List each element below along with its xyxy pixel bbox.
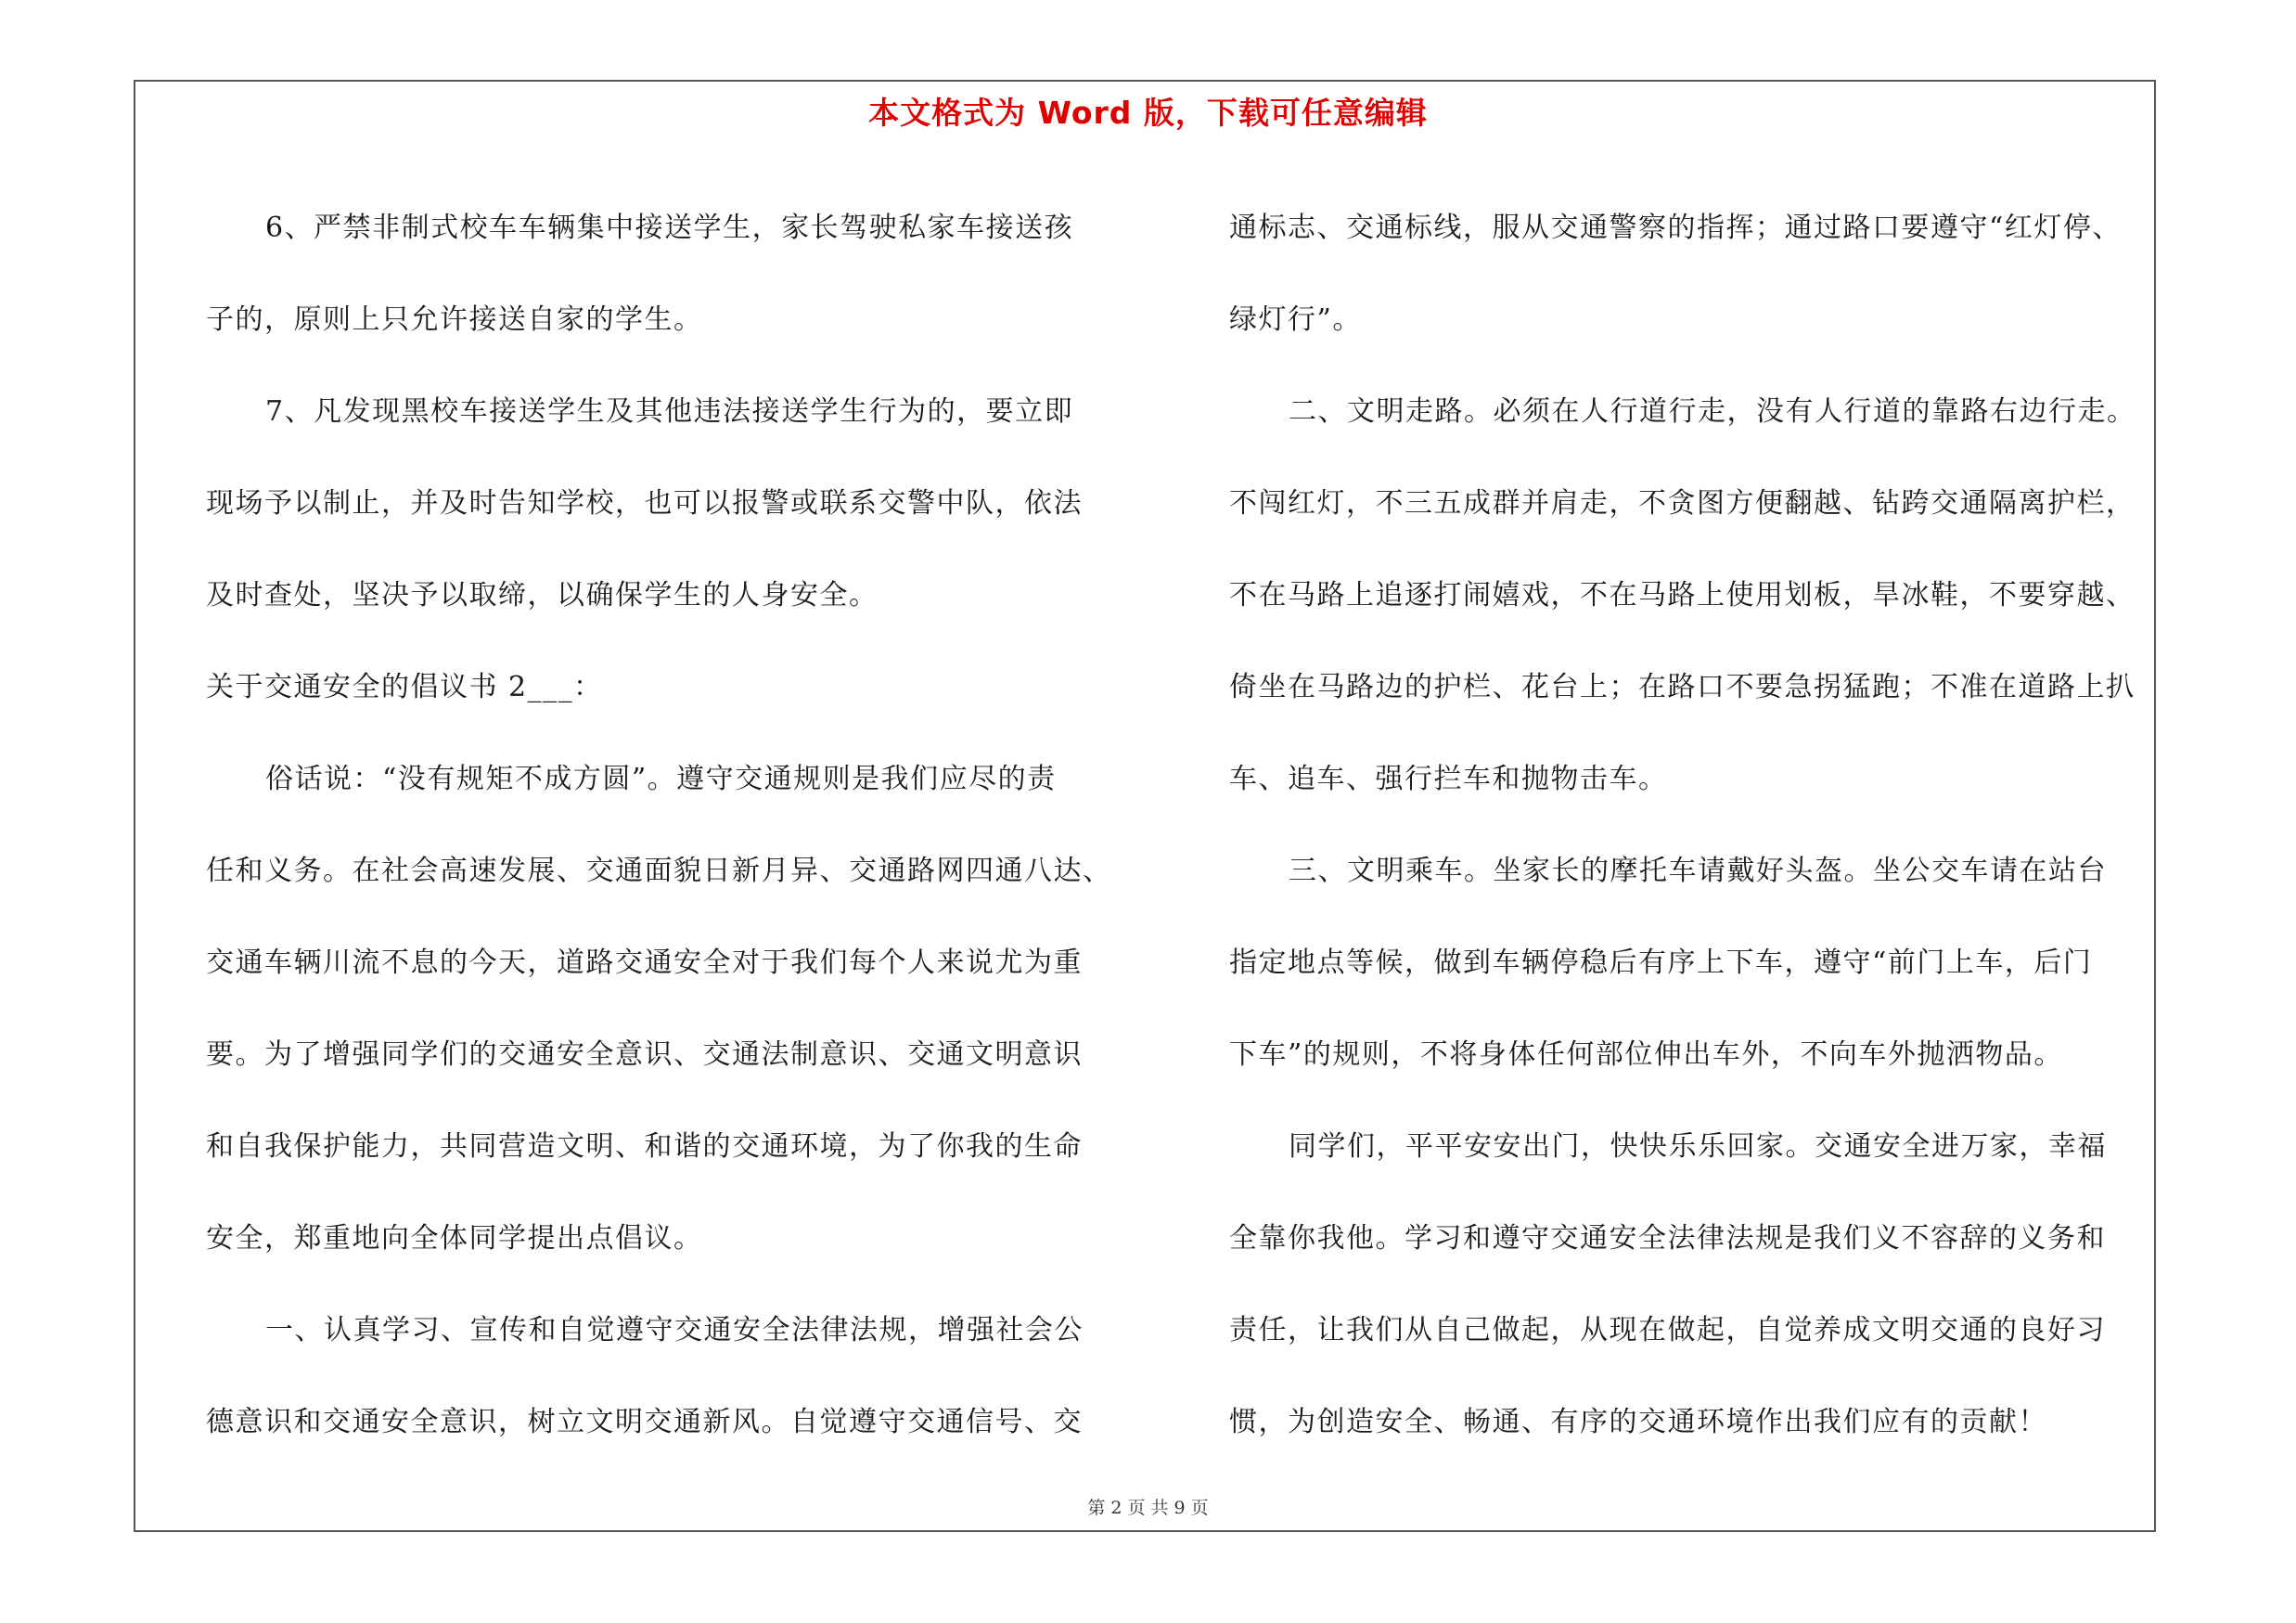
text-line: 惯，为创造安全、畅通、有序的交通环境作出我们应有的贡献！	[1229, 1406, 2047, 1438]
text-line: 德意识和交通安全意识，树立文明交通新风。自觉遵守交通信号、交	[206, 1406, 1083, 1438]
text-line: 7、凡发现黑校车接送学生及其他违法接送学生行为的，要立即	[265, 395, 1074, 428]
text-line: 全靠你我他。学习和遵守交通安全法律法规是我们义不容辞的义务和	[1229, 1222, 2106, 1255]
right-text-column	[1229, 182, 2157, 1468]
text-line: 指定地点等候，做到车辆停稳后有序上下车，遵守“前门上车，后门	[1229, 947, 2093, 979]
text-line: 责任，让我们从自己做起，从现在做起，自觉养成文明交通的良好习	[1229, 1314, 2106, 1346]
text-line: 倚坐在马路边的护栏、花台上；在路口不要急拐猛跑；不准在道路上扒	[1229, 671, 2136, 703]
text-line: 同学们，平平安安出门，快快乐乐回家。交通安全进万家，幸福	[1289, 1130, 2107, 1163]
text-line: 二、文明走路。必须在人行道行走，没有人行道的靠路右边行走。	[1289, 395, 2136, 428]
editable-notice-banner: 本文格式为 Word 版，下载可任意编辑	[868, 95, 1428, 131]
text-line: 绿灯行”。	[1229, 303, 1362, 336]
text-line: 下车”的规则，不将身体任何部位伸出车外，不向车外抛洒物品。	[1229, 1038, 2063, 1071]
text-line: 不闯红灯，不三五成群并肩走，不贪图方便翻越、钻跨交通隔离护栏，	[1229, 487, 2136, 520]
text-line: 不在马路上追逐打闹嬉戏，不在马路上使用划板，旱冰鞋，不要穿越、	[1229, 579, 2136, 612]
text-line: 和自我保护能力，共同营造文明、和谐的交通环境，为了你我的生命	[206, 1130, 1083, 1163]
text-line: 任和义务。在社会高速发展、交通面貌日新月异、交通路网四通八达、	[206, 855, 1112, 887]
text-line: 现场予以制止，并及时告知学校，也可以报警或联系交警中队，依法	[206, 487, 1083, 520]
text-line: 要。为了增强同学们的交通安全意识、交通法制意识、交通文明意识	[206, 1038, 1083, 1071]
text-line: 俗话说：“没有规矩不成方圆”。遵守交通规则是我们应尽的责	[265, 763, 1057, 795]
left-text-column	[206, 182, 1124, 1468]
text-line: 交通车辆川流不息的今天，道路交通安全对于我们每个人来说尤为重	[206, 947, 1083, 979]
text-line: 子的，原则上只允许接送自家的学生。	[206, 303, 703, 336]
text-line: 一、认真学习、宣传和自觉遵守交通安全法律法规，增强社会公	[265, 1314, 1084, 1346]
text-line: 通标志、交通标线，服从交通警察的指挥；通过路口要遵守“红灯停、	[1229, 212, 2122, 244]
text-line: 安全，郑重地向全体同学提出点倡议。	[206, 1222, 703, 1255]
text-line: 关于交通安全的倡议书 2___：	[206, 671, 603, 703]
text-line: 三、文明乘车。坐家长的摩托车请戴好头盔。坐公交车请在站台	[1289, 855, 2107, 887]
page-number-footer: 第 2 页 共 9 页	[1087, 1498, 1209, 1518]
text-line: 6、严禁非制式校车车辆集中接送学生，家长驾驶私家车接送孩	[265, 212, 1074, 244]
text-line: 及时查处，坚决予以取缔，以确保学生的人身安全。	[206, 579, 879, 612]
text-line: 车、追车、强行拦车和抛物击车。	[1229, 763, 1668, 795]
